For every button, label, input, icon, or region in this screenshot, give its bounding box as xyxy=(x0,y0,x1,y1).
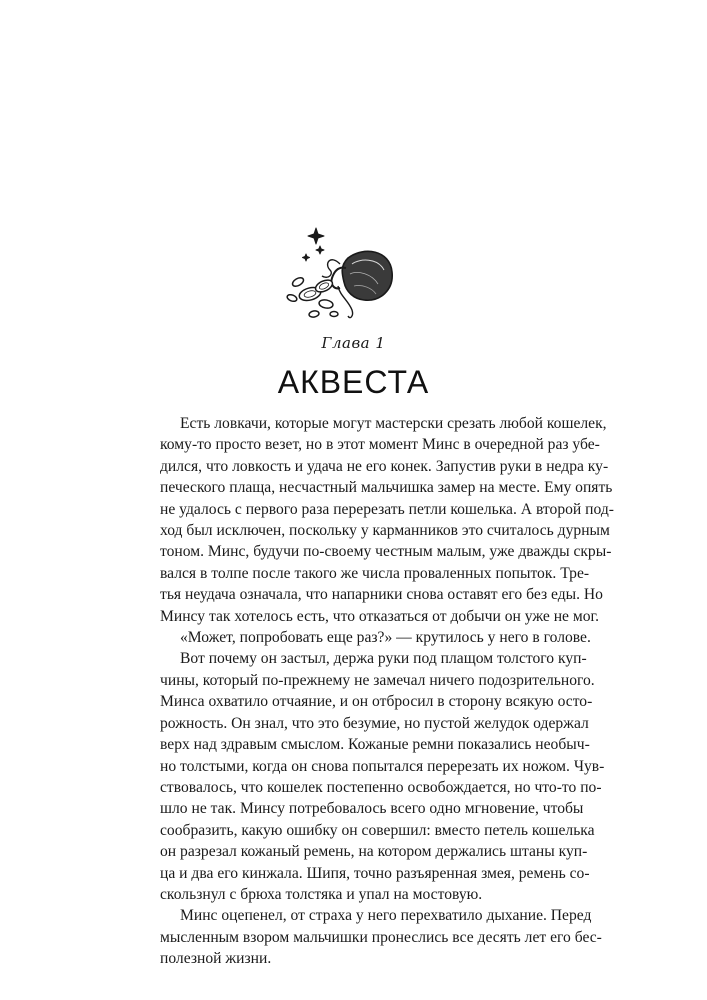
text-line: ствовалось, что кошелек постепенно освобождается, но что-то по- xyxy=(160,778,602,796)
text-line: кому-то просто везет, но в этот момент Минс в очередной раз убе- xyxy=(160,436,600,454)
text-line: но толстыми, когда он снова попытался перерезать их ножом. Чув- xyxy=(160,757,605,775)
text-line: мысленным взором мальчишки пронеслись все десять лет его бес- xyxy=(160,928,602,946)
text-line: Минс оцепенел, от страха у него перехватило дыхание. Перед xyxy=(180,907,592,925)
text-line: скользнул с брюха толстяка и упал на мостовую. xyxy=(160,885,483,903)
text-line: шло не так. Минсу потребовалось всего одно мгновение, чтобы xyxy=(160,800,584,818)
text-line: печеского плаща, несчастный мальчишка замер на месте. Ему опять xyxy=(160,479,613,497)
coins-icon xyxy=(286,276,338,318)
chapter-number: Глава 1 xyxy=(321,334,386,352)
text-line: чины, который по-прежнему не замечал ничего подозрительного. xyxy=(160,671,595,689)
text-line: сообразить, какую ошибку он совершил: вместо петель кошелька xyxy=(160,821,595,839)
chapter-title: АКВЕСТА xyxy=(277,364,430,400)
sparkle-small-icon xyxy=(316,246,324,254)
text-line: рожность. Он знал, что это безумие, но пустой желудок одержал xyxy=(160,714,589,732)
chapter-body-text xyxy=(160,413,614,970)
coin-purse-with-sparkles-icon xyxy=(268,224,408,334)
text-line: вался в толпе после такого же числа проваленных попыток. Тре- xyxy=(160,564,590,582)
text-line: он разрезал кожаный ремень, на котором держались штаны куп- xyxy=(160,843,588,861)
text-line: «Может, попробовать еще раз?» — крутилось у него в голове. xyxy=(180,629,591,647)
text-line: Вот почему он застыл, держа руки под плащом толстого куп- xyxy=(180,650,587,668)
text-line: тья неудача означала, что напарники снова оставят его без еды. Но xyxy=(160,586,603,604)
text-line: ход был исключен, поскольку у карманников это считалось дурным xyxy=(160,522,610,540)
text-line: полезной жизни. xyxy=(160,950,272,968)
sparkle-large-icon xyxy=(308,228,324,244)
text-line: дился, что ловкость и удача не его конек. Запустив руки в недра ку- xyxy=(160,457,609,475)
text-line: тоном. Минс, будучи по-своему честным малым, уже дважды скры- xyxy=(160,543,612,561)
text-line: Минсу так хотелось есть, что отказаться от добычи он уже не мог. xyxy=(160,607,600,625)
text-line: Есть ловкачи, которые могут мастерски срезать любой кошелек, xyxy=(180,415,607,432)
text-line: верх над здравым смыслом. Кожаные ремни показались необыч- xyxy=(160,736,590,754)
sparkle-tiny-icon xyxy=(303,254,310,261)
text-line: не удалось с первого раза перерезать петли кошелька. А второй под- xyxy=(160,500,614,518)
text-line: Минса охватило отчаяние, и он отбросил в сторону всякую осто- xyxy=(160,693,593,711)
text-line: ца и два его кинжала. Шипя, точно разъяренная змея, ремень со- xyxy=(160,864,590,882)
